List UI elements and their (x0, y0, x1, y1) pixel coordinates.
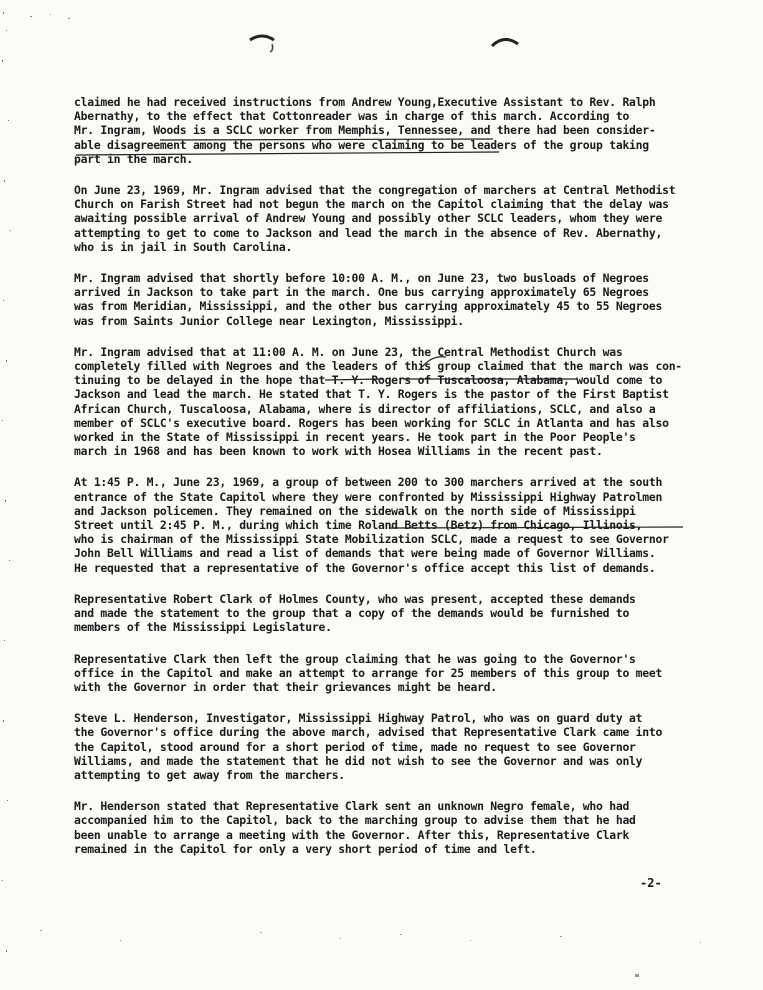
binder-hole-mark-left (244, 30, 284, 56)
paragraph-2: On June 23, 1969, Mr. Ingram advised that the congregation of marchers at Central Methodist Church on Farish Street had not begun the march on the Capitol claiming that the delay was awaiting possible arrival of Andrew Young and possibly other SCLC leaders, whom they were attempting to get to come to Jackson and lead the march in the absence of Rev. Abernathy, who is in jail in South Carolina. (74, 183, 676, 254)
page-number: -2- (640, 876, 662, 890)
paragraph-4: Mr. Ingram advised that at 11:00 A. M. on June 23, the Central Methodist Church was completely filled with Negroes and the leaders of this group claimed that the march was con- tinuing to be delayed in the hope that T. Y. Rogers of Tuscaloosa, Alabama, would come to Jackson and lead the march. He stated that T. Y. Rogers is the pastor of the First Baptist African Church, Tuscaloosa, Alabama, where is director of affiliations, SCLC, and also a member of SCLC's executive board. Rogers has been working for SCLC in Atlanta and has also worked in the State of Mississippi in recent years. He took part in the Poor People's march in 1968 and has been known to work with Hosea Williams in the recent past. (74, 344, 682, 459)
handwritten-underline-betts (388, 523, 688, 533)
handwritten-underline-woods (158, 136, 498, 144)
handwritten-underline-rogers (323, 375, 583, 385)
paragraph-3: Mr. Ingram advised that shortly before 10:00 A. M., on June 23, two busloads of Negroes arrived in Jackson to take part in the march. One bus carrying approximately 65 Negroes was from Meridian, Mississippi, and the other bus carrying approximately 45 to 55 Negroes was from Saints Junior College near Lexington, Mississippi. (74, 271, 663, 328)
scan-speckle-bottom (0, 920, 763, 990)
handwritten-underline-disagreement (74, 150, 504, 158)
binder-hole-mark-right (488, 32, 528, 54)
paragraph-9: Mr. Henderson stated that Representative Clark sent an unknown Negro female, who had accompanied him to the Capitol, back to the marching group to advise them that he had been unable to arrange a meeting with the Governor. After this, Representative Clark remained in the Capitol for only a very short period of time and left. (74, 799, 636, 856)
scan-speckle-left-margin (0, 0, 30, 990)
paragraph-8: Steve L. Henderson, Investigator, Mississippi Highway Patrol, who was on guard duty at the Governor's office during the above march, advised that Representative Clark came into the Capitol, stood around for a short period of time, made no request to see Governor Williams, and made the statement that he did not wish to see the Governor and was only attempting to get away from the marchers. (74, 711, 663, 782)
paragraph-1: claimed he had received instructions from Andrew Young,Executive Assistant to Rev. Ralph Abernathy, to the effect that Cottonreader was in charge of this march. According to Mr. Ingram, Woods is a SCLC worker from Memphis, Tennessee, and there had been consider- able disagreement among the persons who were claiming to be leaders of the group taking part in the march. (74, 95, 656, 166)
paragraph-5: At 1:45 P. M., June 23, 1969, a group of between 200 to 300 marchers arrived at the south entrance of the State Capitol where they were confronted by Mississippi Highway Patrolmen and Jackson policemen. They remained on the sidewalk on the north side of Mississippi Street until 2:45 P. M., during which time Roland Betts (Betz) from Chicago, Illinois, who is chairman of the Mississippi State Mobilization SCLC, made a request to see Governor John Bell Williams and read a list of demands that were being made of Governor Williams. He requested that a representative of the Governor's office accept this list of demands. (74, 475, 669, 575)
document-body (74, 95, 714, 873)
handwritten-check-mark (420, 353, 450, 373)
paragraph-7: Representative Clark then left the group claiming that he was going to the Governor's office in the Capitol and make an attempt to arrange for 25 members of this group to meet with the Governor in order that their grievances might be heard. (74, 651, 663, 694)
scan-speckle-top (20, 8, 80, 28)
paragraph-6: Representative Robert Clark of Holmes County, who was present, accepted these demands and made the statement to the group that a copy of the demands would be furnished to members of the Mississippi Legislature. (74, 591, 636, 635)
